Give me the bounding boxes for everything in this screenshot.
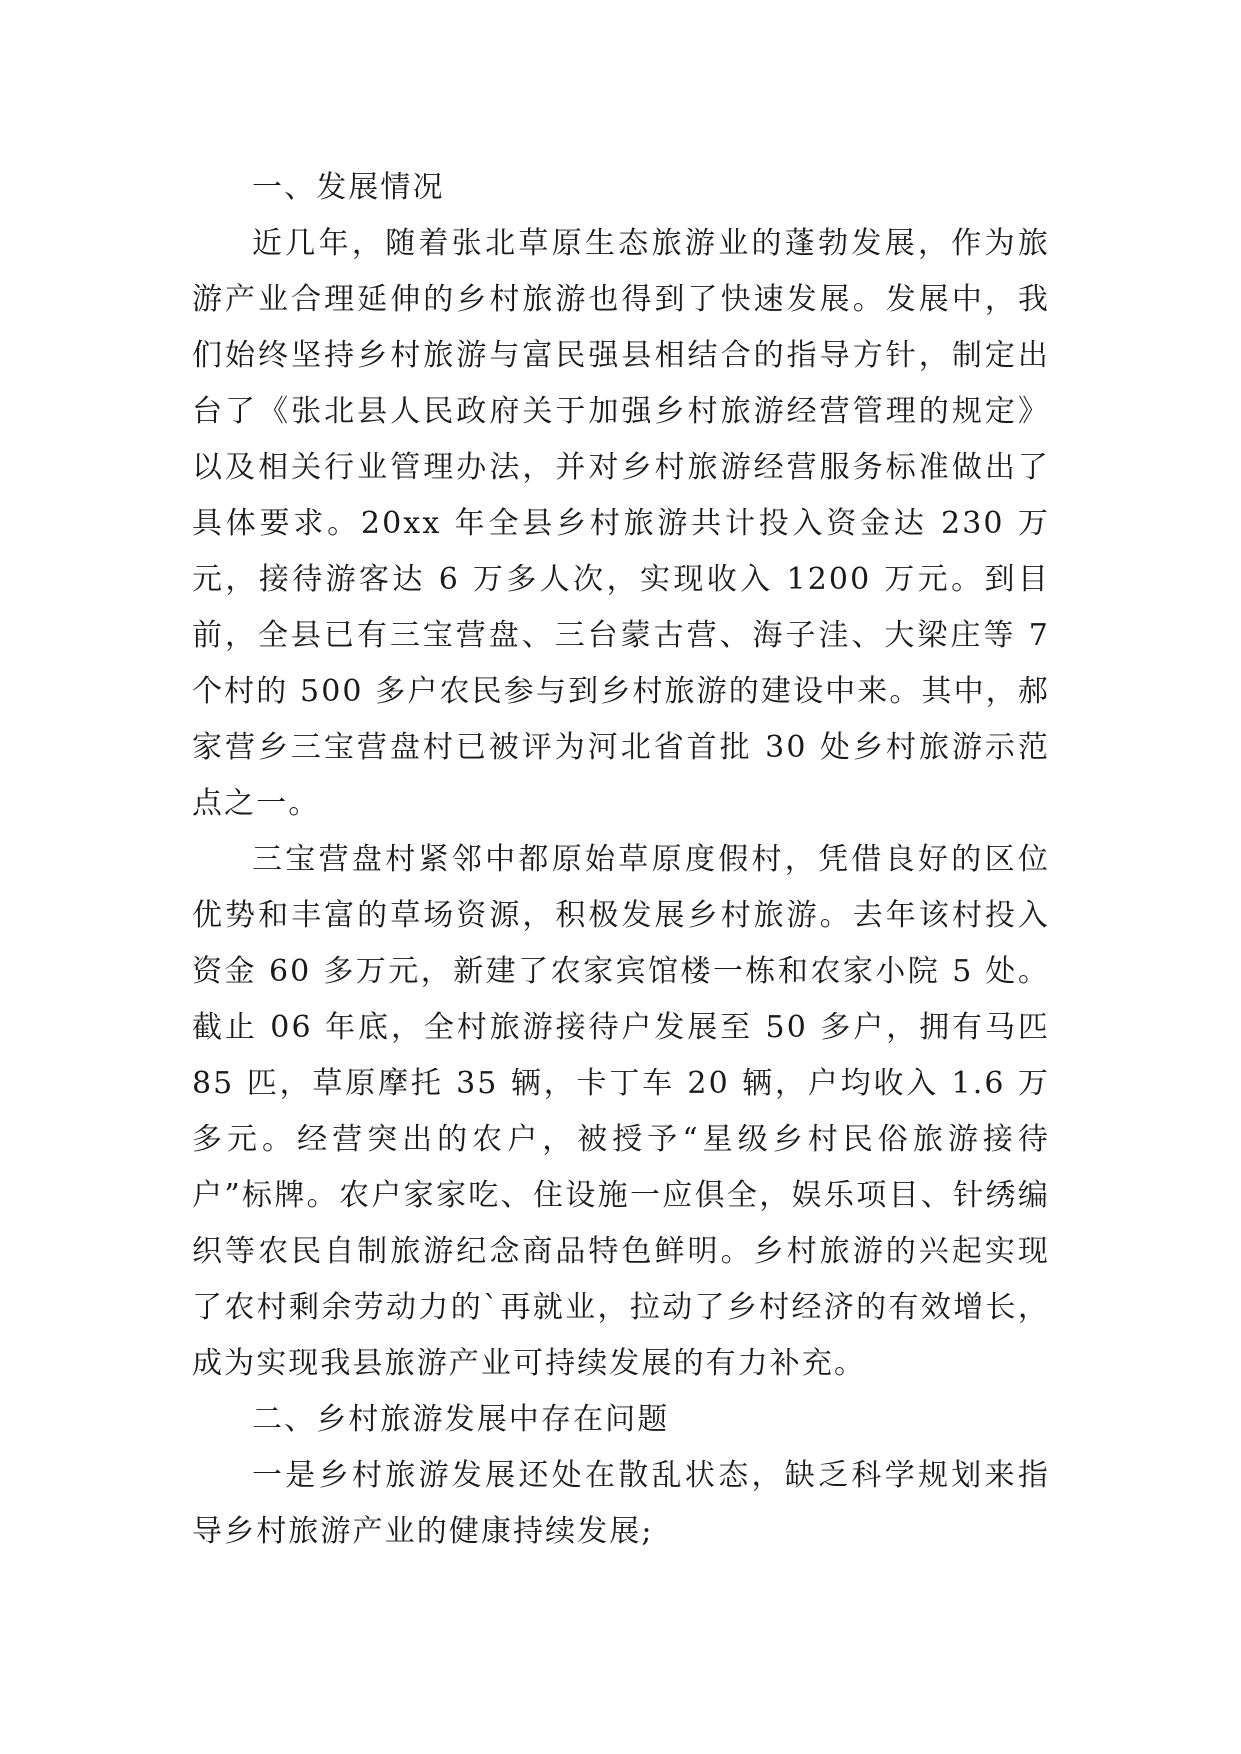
paragraph-sanbaoyingpan: 三宝营盘村紧邻中都原始草原度假村，凭借良好的区位优势和丰富的草场资源，积极发展乡村旅游。去年该村投入资金 60 多万元，新建了农家宾馆楼一栋和农家小院 5 处。截止 06 年底，全村旅游接待户发展至 50 多户，拥有马匹 85 匹，草原摩托 35 辆，卡丁车 20 辆，户均收入 1.6 万多元。经营突出的农户，被授予“星级乡村民俗旅游接待户”标牌。农户家家吃、住设施一应俱全，娱乐项目、针绣编织等农民自制旅游纪念商品特色鲜明。乡村旅游的兴起实现了农村剩余劳动力的`再就业，拉动了乡村经济的有效增长，成为实现我县旅游产业可持续发展的有力补充。 — [192, 842, 1050, 1381]
document-body — [192, 160, 1050, 1560]
section-heading-problems: 二、乡村旅游发展中存在问题 — [252, 1402, 670, 1437]
paragraph-problem-one: 一是乡村旅游发展还处在散乱状态，缺乏科学规划来指导乡村旅游产业的健康持续发展; — [192, 1458, 1050, 1549]
paragraph-overview: 近几年，随着张北草原生态旅游业的蓬勃发展，作为旅游产业合理延伸的乡村旅游也得到了快速发展。发展中，我们始终坚持乡村旅游与富民强县相结合的指导方针，制定出台了《张北县人民政府关于加强乡村旅游经营管理的规定》以及相关行业管理办法，并对乡村旅游经营服务标准做出了具体要求。20xx 年全县乡村旅游共计投入资金达 230 万元，接待游客达 6 万多人次，实现收入 1200 万元。到目前，全县已有三宝营盘、三台蒙古营、海子洼、大梁庄等 7 个村的 500 多户农民参与到乡村旅游的建设中来。其中，郝家营乡三宝营盘村已被评为河北省首批 30 处乡村旅游示范点之一。 — [192, 226, 1050, 821]
section-heading-development: 一、发展情况 — [252, 170, 445, 205]
